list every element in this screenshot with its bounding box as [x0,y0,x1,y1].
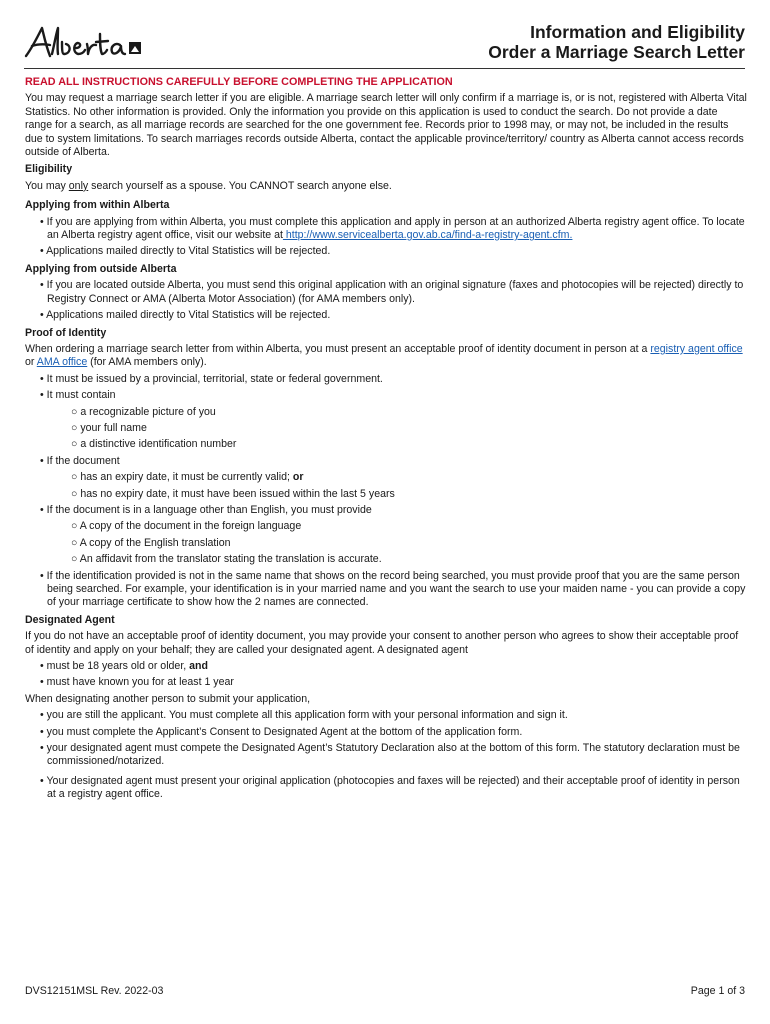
ama-office-link[interactable]: AMA office [36,356,88,369]
page-title: Information and Eligibility [530,22,745,42]
agent-bullet [25,660,747,673]
proof-sub-bullet: ○ has no expiry date, it must have been issued within the last 5 years [71,487,395,500]
document-header [488,22,745,62]
proof-sub-text: ○ has an expiry date, it must be currently valid; [71,471,293,484]
proof-intro-text: When ordering a marriage search letter from within Alberta, you must present an acceptable proof of identity document in person at a [25,342,651,355]
proof-sub-bullet: ○ a recognizable picture of you [71,405,216,418]
proof-sub-bullet: ○ a distinctive identification number [71,438,237,451]
proof-of-identity-heading: Proof of Identity [25,326,107,339]
registry-agent-link[interactable]: http://www.servicealberta.gov.ab.ca/find-a-registry-agent.cfm. [282,229,573,242]
proof-intro-text: or [25,356,37,369]
within-alberta-heading: Applying from within Alberta [25,199,170,212]
agent-bullet: • Your designated agent must present your original application (photocopies and faxes will be rejected) and their acceptable proof of identity in person at a registry agent office. [40,774,740,801]
designated-agent-heading: Designated Agent [25,613,115,626]
proof-bullet: • It must be issued by a provincial, territorial, state or federal government. [40,372,383,385]
outside-alberta-heading: Applying from outside Alberta [25,262,177,275]
within-bullet [25,216,747,243]
proof-intro [25,343,747,370]
page-number: Page 1 of 3 [690,985,745,997]
proof-sub-bullet: ○ An affidavit from the translator stating the translation is accurate. [71,553,382,566]
eligibility-emphasis: only [68,179,89,192]
agent-bullet-bold: and [189,660,208,673]
outside-bullet: • If you are located outside Alberta, you must send this original application with an original signature (faxes and photocopies will be rejected) directly to Registry Connect or AMA (Alberta Motor Association) (for AMA members only). [40,279,744,305]
agent-bullet: • you must complete the Applicant’s Consent to Designated Agent at the bottom of the application form. [40,725,523,738]
agent-intro: If you do not have an acceptable proof of identity document, you may provide your consent to another person who agrees to show their acceptable proof of identity and apply on your behalf; they are called your designated agent. A designated agent [25,630,739,656]
eligibility-text-part: You may [25,179,69,192]
alberta-logo [22,20,152,64]
warning-banner: READ ALL INSTRUCTIONS CAREFULLY BEFORE COMPLETING THE APPLICATION [25,76,453,88]
eligibility-heading: Eligibility [25,163,73,176]
intro-paragraph: You may request a marriage search letter if you are eligible. A marriage search letter will only confirm if a marriage is, or is not, registered with Alberta Vital Statistics. No other information is provided. Only the information you provide on this application is used to conduct the search. Do not provide a date range for a search, as all marriage records are searched for the one government fee. Records prior to 1998 may, or may not, be included in the results due to system limitations. To search marriages records outside Alberta, contact the applicable province/territory/ country as Alberta cannot access records outside of Alberta. [25,92,747,159]
agent-bullet-text: • must be 18 years old or older, [40,660,190,673]
proof-sub-bullet [25,471,747,484]
proof-sub-bold: or [292,471,304,484]
proof-bullet: • If the identification provided is not in the same name that shows on the record being searched, you must provide proof that you are the same person being searched. For example, your identification is in your married name and you want the search to use your maiden name - you can provide a copy of your marriage certificate to show how the 2 names are connected. [40,569,746,609]
proof-bullet: • If the document [40,454,120,467]
proof-bullet: • If the document is in a language other than English, you must provide [40,503,372,516]
document-body [25,76,747,805]
registry-agent-office-link[interactable]: registry agent office [650,342,743,355]
agent-when-text: When designating another person to submit your application, [25,692,311,705]
eligibility-text [25,180,747,193]
agent-bullet: • must have known you for at least 1 year [40,676,234,689]
header-divider [24,68,745,69]
outside-bullet: • Applications mailed directly to Vital Statistics will be rejected. [40,309,331,322]
within-bullet: • Applications mailed directly to Vital Statistics will be rejected. [40,245,331,258]
form-number: DVS12151MSL Rev. 2022-03 [25,985,164,997]
agent-bullet: • you are still the applicant. You must complete all this application form with your personal information and sign it. [40,709,568,722]
proof-sub-bullet: ○ your full name [71,421,147,434]
eligibility-text-part: search yourself as a spouse. You CANNOT search anyone else. [88,179,392,192]
agent-bullet: • your designated agent must compete the Designated Agent’s Statutory Declaration also at the bottom of this form. The statutory declaration must be commissioned/notarized. [40,742,740,768]
proof-sub-bullet: ○ A copy of the document in the foreign language [71,520,302,533]
proof-intro-text: (for AMA members only). [87,356,207,369]
proof-bullet: • It must contain [40,389,116,402]
proof-sub-bullet: ○ A copy of the English translation [71,536,231,549]
page-subtitle: Order a Marriage Search Letter [488,42,745,62]
within-bullet-text: • If you are applying from within Alberta, you must complete this application and apply in person at an authorized Alberta registry agent office. To locate an Alberta registry agent office, visit our website at [40,215,745,242]
